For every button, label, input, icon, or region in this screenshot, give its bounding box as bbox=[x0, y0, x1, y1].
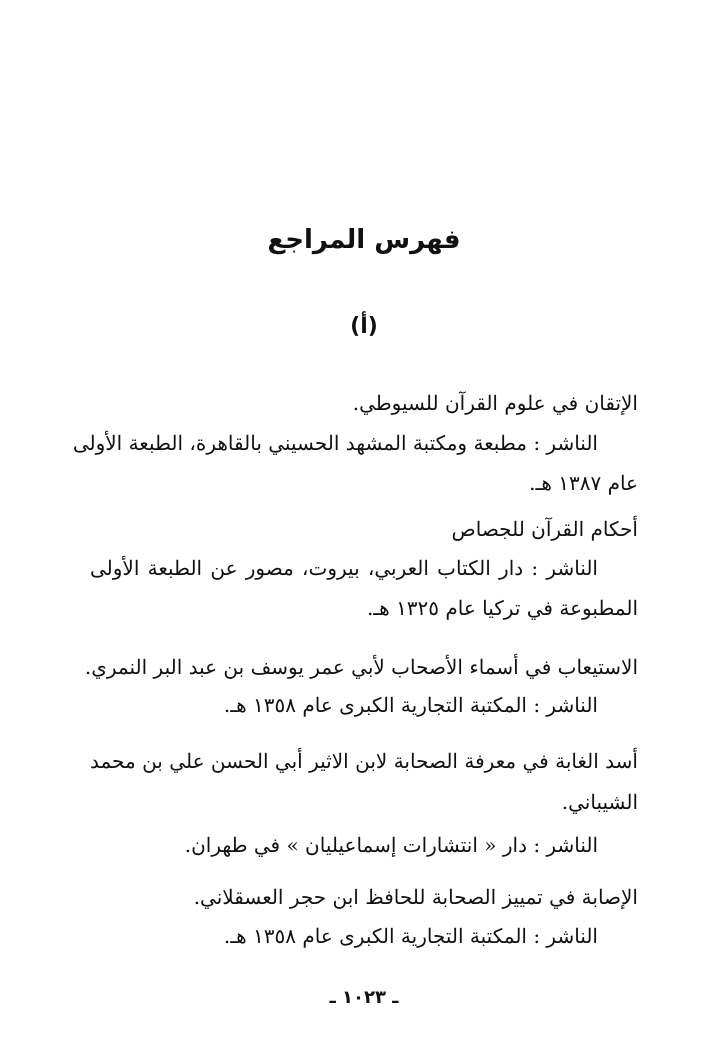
reference-title: أسد الغابة في معرفة الصحابة لابن الاثير أبي الحسن علي بن محمد bbox=[90, 749, 638, 773]
reference-publisher: الناشر : دار الكتاب العربي، بيروت، مصور عن الطبعة الأولى bbox=[90, 556, 598, 580]
reference-title: أحكام القرآن للجصاص bbox=[451, 517, 638, 541]
reference-publisher: الناشر : المكتبة التجارية الكبرى عام ١٣٥٨ هـ. bbox=[223, 693, 598, 717]
reference-publisher-continued: عام ١٣٨٧ هـ. bbox=[529, 471, 638, 495]
reference-publisher-continued: المطبوعة في تركيا عام ١٣٢٥ هـ. bbox=[366, 596, 638, 620]
reference-title: الاستيعاب في أسماء الأصحاب لأبي عمر يوسف بن عبد البر النمري. bbox=[84, 655, 638, 679]
reference-title: الإصابة في تمييز الصحابة للحافظ ابن حجر العسقلاني. bbox=[193, 885, 638, 909]
section-letter-heading: (أ) bbox=[350, 314, 378, 339]
reference-title-continued: الشيباني. bbox=[561, 790, 638, 814]
page-title: فهرس المراجع bbox=[267, 225, 461, 255]
page-number: ـ ١٠٢٣ ـ bbox=[329, 987, 399, 1008]
reference-publisher: الناشر : دار « انتشارات إسماعيليان » في طهران. bbox=[184, 833, 598, 857]
reference-publisher: الناشر : المكتبة التجارية الكبرى عام ١٣٥٨ هـ. bbox=[223, 924, 598, 948]
reference-publisher: الناشر : مطبعة ومكتبة المشهد الحسيني بالقاهرة، الطبعة الأولى bbox=[72, 431, 598, 455]
reference-title: الإتقان في علوم القرآن للسيوطي. bbox=[352, 391, 638, 415]
